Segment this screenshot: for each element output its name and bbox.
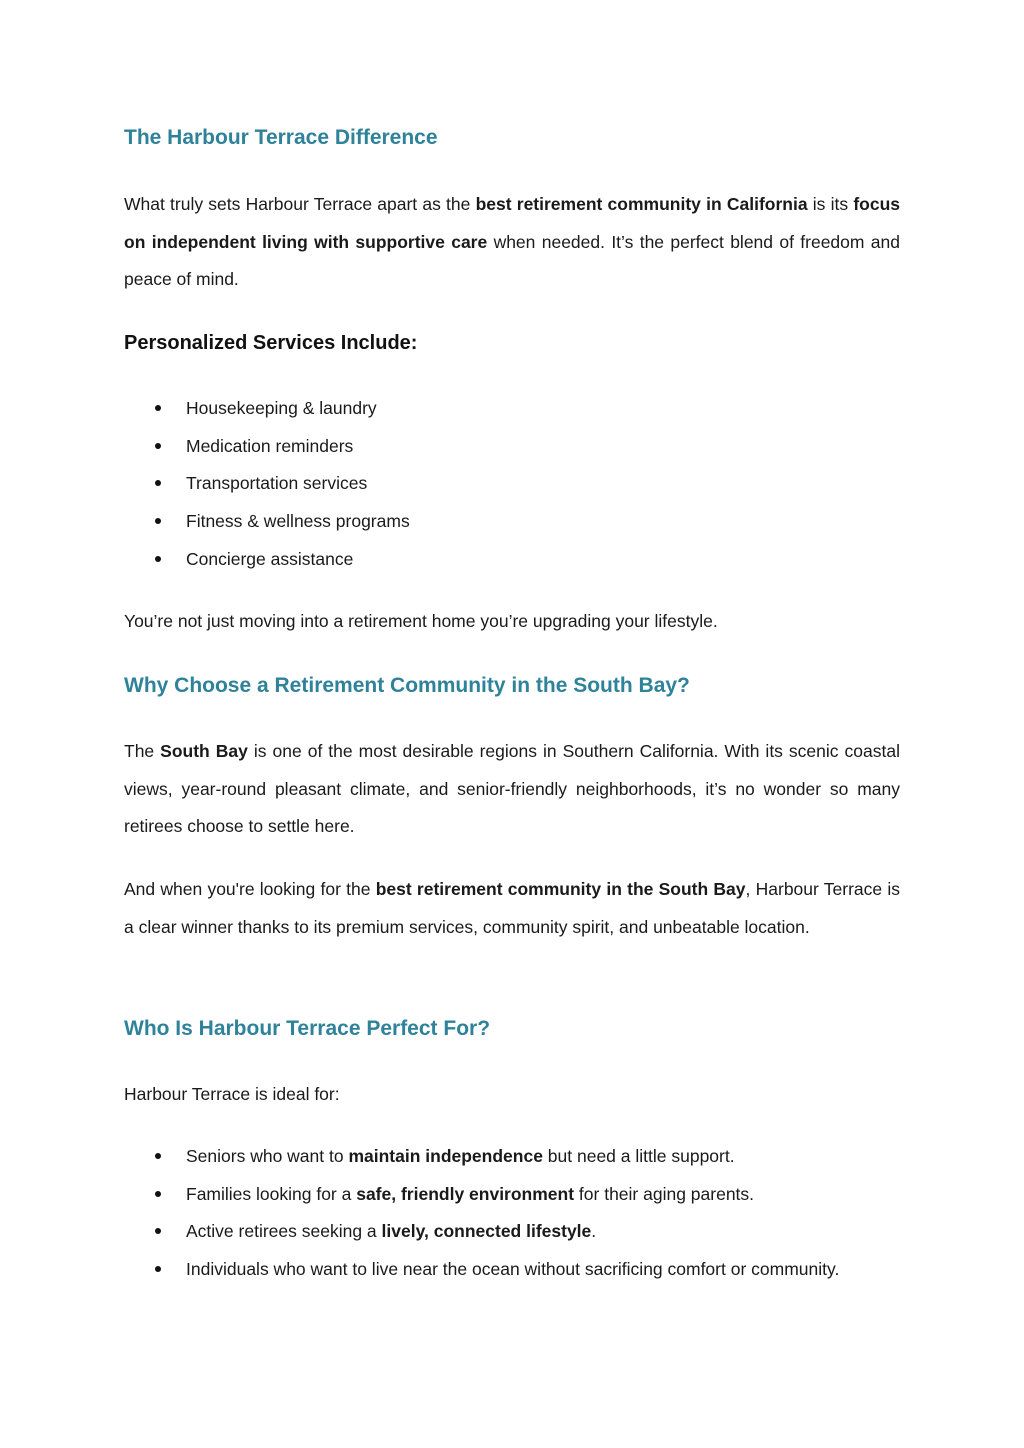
list-item-text: Medication reminders (186, 435, 354, 456)
text-run: Seniors who want to (186, 1146, 349, 1166)
heading-harbour-terrace-difference: The Harbour Terrace Difference (124, 126, 438, 149)
list-item-text: Concierge assistance (186, 548, 354, 569)
bold-run: safe, friendly environment (356, 1183, 575, 1204)
list-item-text: Fitness & wellness programs (186, 511, 410, 532)
paragraph-south-bay-region (124, 733, 900, 846)
paragraph-difference-intro (124, 186, 900, 299)
heading-personalized-services: Personalized Services Include: (124, 332, 418, 354)
list-item (124, 541, 900, 579)
ideal-for-list (124, 1138, 900, 1289)
text-run: but need a little support. (542, 1146, 735, 1166)
bullet-icon (155, 443, 161, 449)
text-run: . (591, 1221, 597, 1242)
list-item (124, 465, 900, 503)
text-run: , Harbour Terrace is a clear winner thanks to its premium services, community spirit, and unbeatable location. (124, 879, 900, 937)
paragraph-best-community-south-bay (124, 871, 900, 946)
bullet-icon (155, 480, 161, 486)
bold-run: focus on independent living with supportive care (124, 194, 900, 252)
text-run: when needed. It’s the perfect blend of freedom and peace of mind. (124, 231, 900, 290)
list-item (124, 503, 900, 541)
bullet-icon (155, 1191, 161, 1197)
paragraph-upgrade-lifestyle: You’re not just moving into a retirement home you’re upgrading your lifestyle. (124, 611, 718, 631)
bold-run: lively, connected lifestyle (381, 1221, 592, 1242)
services-list (124, 390, 900, 579)
text-run: for their aging parents. (574, 1183, 755, 1204)
text-run: is one of the most desirable regions in Southern California. With its scenic coastal views, year-round pleasant climate, and senior-friendly neighborhoods, it’s no wonder so many retirees choose to settle here. (124, 741, 900, 837)
list-item (124, 1213, 900, 1251)
list-item (124, 1176, 900, 1214)
text-run: Individuals who want to live near the ocean without sacrificing comfort or community. (186, 1259, 840, 1280)
bold-run: South Bay (160, 741, 248, 761)
bullet-icon (155, 405, 161, 411)
heading-why-south-bay: Why Choose a Retirement Community in the South Bay? (124, 674, 690, 697)
text-run: What truly sets Harbour Terrace apart as the (124, 194, 476, 214)
bullet-icon (155, 1266, 161, 1272)
text-run: The (124, 741, 161, 761)
bullet-icon (155, 1153, 161, 1159)
text-run: Families looking for a (186, 1183, 357, 1204)
list-item-text: Transportation services (186, 473, 368, 494)
list-item (124, 1138, 900, 1176)
bold-run: maintain independence (348, 1146, 543, 1166)
bullet-icon (155, 556, 161, 562)
paragraph-ideal-for: Harbour Terrace is ideal for: (124, 1084, 340, 1104)
list-item (124, 1251, 900, 1289)
text-run: Active retirees seeking a (186, 1221, 382, 1242)
bullet-icon (155, 518, 161, 524)
list-item-text: Housekeeping & laundry (186, 398, 377, 418)
heading-perfect-for: Who Is Harbour Terrace Perfect For? (124, 1017, 491, 1040)
bullet-icon (155, 1228, 161, 1234)
text-run: And when you're looking for the (124, 879, 376, 899)
list-item (124, 390, 900, 428)
bold-run: best retirement community in California (475, 194, 808, 214)
list-item (124, 428, 900, 466)
bold-run: best retirement community in the South Bay (375, 879, 746, 899)
text-run: is its (807, 194, 854, 214)
